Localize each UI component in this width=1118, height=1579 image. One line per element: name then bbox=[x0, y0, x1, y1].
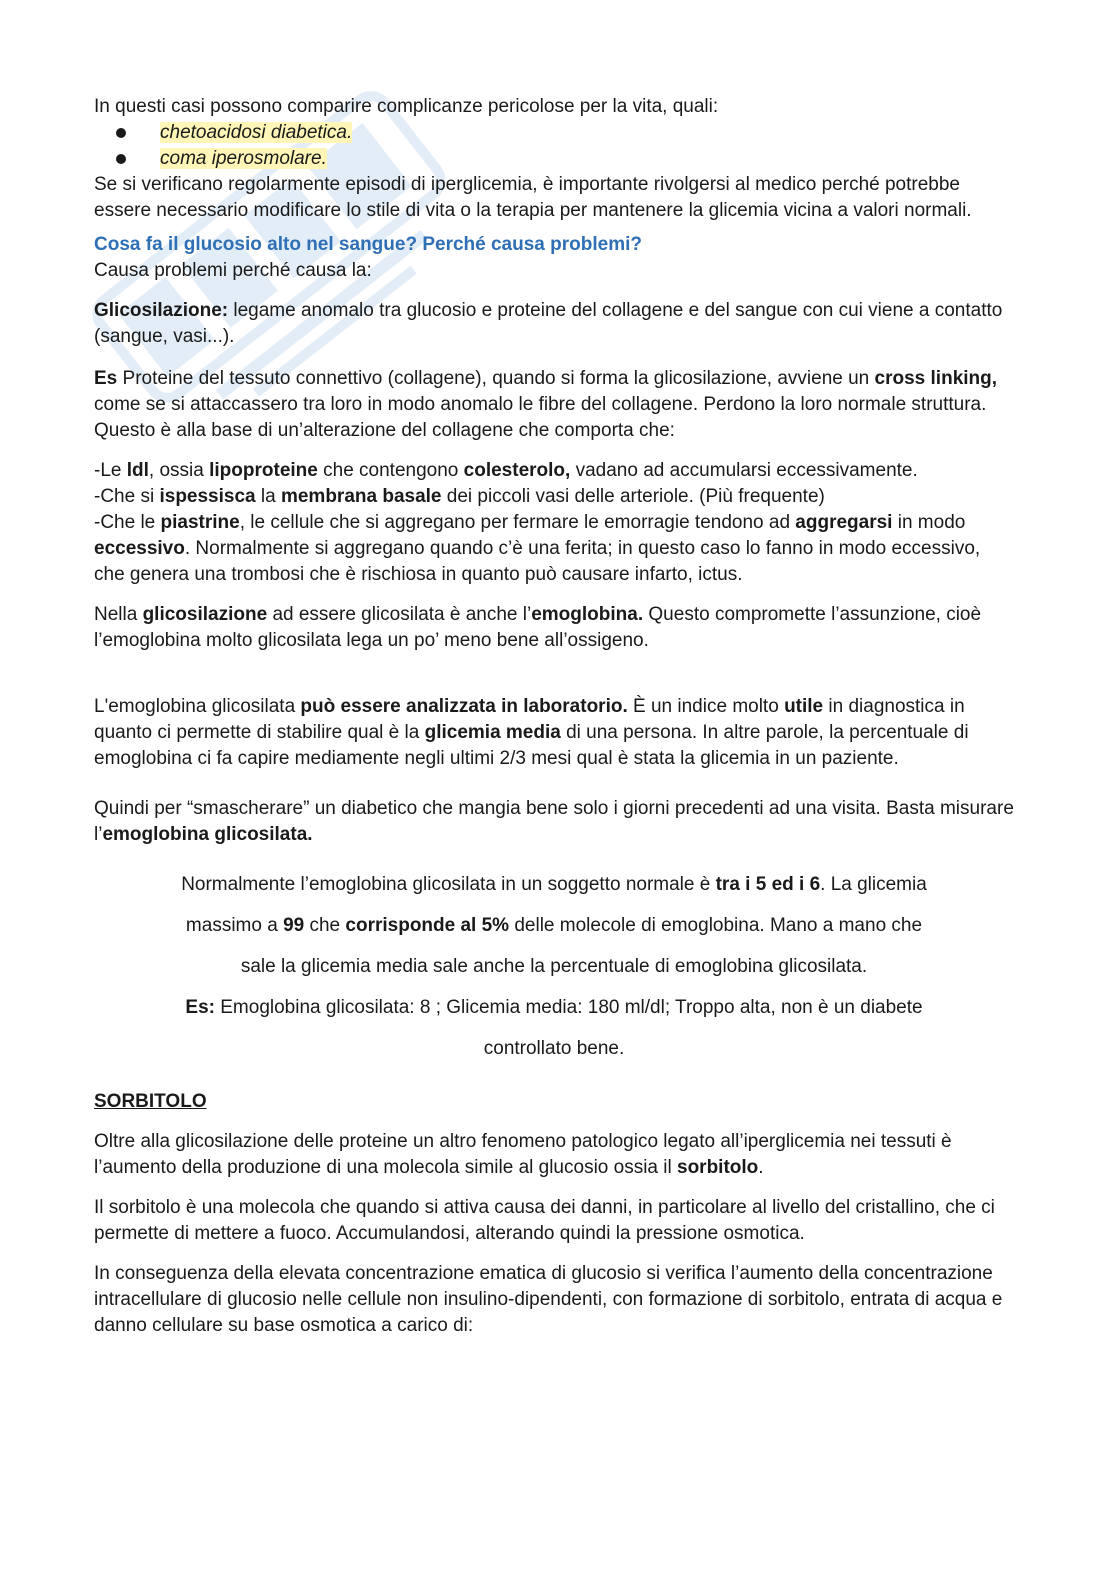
bold-text: corrisponde al 5% bbox=[345, 915, 510, 936]
normal-line-4 bbox=[94, 987, 1014, 1028]
text-run: . La glicemia bbox=[820, 874, 927, 895]
complications-list bbox=[94, 120, 1014, 172]
bold-text: ispessisca bbox=[159, 486, 256, 507]
effect-membrana bbox=[94, 484, 1014, 510]
text-run: -Che le bbox=[94, 512, 161, 533]
normal-values-block bbox=[94, 864, 1014, 1069]
text-run: che contengono bbox=[317, 460, 464, 481]
bold-text: sorbitolo bbox=[677, 1157, 759, 1178]
normal-line-1 bbox=[94, 864, 1014, 905]
text-run: -Che si bbox=[94, 486, 160, 507]
text-run: in diagnostica in quanto ci permette di stabilire qual è la bbox=[94, 696, 965, 743]
text-run: vadano ad accumularsi eccessivamente. bbox=[570, 460, 918, 481]
text-run: È un indice molto bbox=[627, 696, 785, 717]
text-run: dei piccoli vasi delle arteriole. (Più frequente) bbox=[441, 486, 825, 507]
text-run: massimo a bbox=[185, 915, 284, 936]
text-run: che bbox=[304, 915, 346, 936]
bold-text: 99 bbox=[283, 915, 305, 936]
text-run: Quindi per “smascherare” un diabetico che mangia bene solo i giorni precedenti ad una visita. Basta misurare l’ bbox=[94, 798, 1014, 845]
bold-text: utile bbox=[784, 696, 824, 717]
text-run: , le cellule che si aggregano per fermare le emorragie tendono ad bbox=[239, 512, 796, 533]
text-run: Emoglobina glicosilata: 8 ; Glicemia media: 180 ml/dl; Troppo alta, non è un diabete bbox=[214, 997, 923, 1018]
list-item: chetoacidosi diabetica. bbox=[94, 120, 1014, 146]
bold-text: piastrine bbox=[160, 512, 240, 533]
glicosilazione-paragraph: Glicosilazione: legame anomalo tra glucosio e proteine del collagene e del sangue con cui viene a contatto (sangue, vasi...). bbox=[94, 300, 1003, 347]
bold-text: tra i 5 ed i 6 bbox=[715, 874, 821, 895]
bold-text: emoglobina glicosilata. bbox=[102, 824, 313, 845]
bold-text: glicosilazione bbox=[142, 604, 268, 625]
text-run: . bbox=[758, 1157, 764, 1178]
text-run: di una persona. In altre parole, la percentuale di emoglobina ci fa capire mediamente negli ultimi 2/3 mesi qual è stata la glicemia in un paziente. bbox=[94, 722, 969, 769]
bold-text: aggregarsi bbox=[795, 512, 893, 533]
bold-text: Es: bbox=[185, 997, 215, 1018]
intro-line: In questi casi possono comparire complicanze pericolose per la vita, quali: bbox=[94, 96, 719, 117]
example-collagene-paragraph: Es Proteine del tessuto connettivo (collagene), quando si forma la glicosilazione, avviene un cross linking, come se si attaccassero tra loro in modo anomalo le fibre del collagene. Perdono la loro normale struttura. Questo è alla base di un’alterazione del collagene che comporta che: bbox=[94, 368, 998, 441]
effect-piastrine bbox=[94, 510, 1014, 588]
text-run: ad essere glicosilata è anche l’ bbox=[267, 604, 532, 625]
normal-line-5: controllato bene. bbox=[483, 1038, 625, 1059]
text-run: la bbox=[255, 486, 281, 507]
text-run: Normalmente l’emoglobina glicosilata in un soggetto normale è bbox=[181, 874, 716, 895]
bold-text: può essere analizzata in laboratorio. bbox=[300, 696, 628, 717]
text-run: , ossia bbox=[148, 460, 210, 481]
sorbitolo-paragraph-3: In conseguenza della elevata concentrazione ematica di glucosio si verifica l’aumento della concentrazione intracellulare di glucosio nelle cellule non insulino-dipendenti, con formazione di sorbitolo, entrata di acqua e danno cellulare su base osmotica a carico di: bbox=[94, 1263, 1003, 1336]
bold-text: lipoproteine bbox=[209, 460, 318, 481]
bullet-icon bbox=[116, 154, 126, 164]
bold-text: eccessivo bbox=[94, 538, 185, 559]
causa-line: Causa problemi perché causa la: bbox=[94, 260, 372, 281]
bold-text: glicemia media bbox=[424, 722, 561, 743]
text-run: L'emoglobina glicosilata bbox=[94, 696, 301, 717]
bold-text: emoglobina. bbox=[531, 604, 644, 625]
bold-text: ldl bbox=[126, 460, 149, 481]
text-run: Questo compromette l’assunzione, cioè l’emoglobina molto glicosilata lega un po’ meno bene all’ossigeno. bbox=[94, 604, 982, 651]
text-run: . Normalmente si aggregano quando c’è una ferita; in questo caso lo fanno in modo eccessivo, che genera una trombosi che è rischiosa in quanto può causare infarto, ictus. bbox=[94, 538, 981, 585]
text-run: delle molecole di emoglobina. Mano a mano che bbox=[509, 915, 923, 936]
bold-text: membrana basale bbox=[280, 486, 442, 507]
smascherare-paragraph bbox=[94, 796, 1014, 848]
normal-line-2 bbox=[94, 905, 1014, 946]
bullet-icon bbox=[116, 128, 126, 138]
intro-paragraph: Se si verificano regolarmente episodi di iperglicemia, è importante rivolgersi al medico perché potrebbe essere necessario modificare lo stile di vita o la terapia per mantenere la glicemia vicina a valori normali. bbox=[94, 174, 972, 221]
text-run: Oltre alla glicosilazione delle proteine un altro fenomeno patologico legato all’iperglicemia nei tessuti è l’aumento della produzione di una molecola simile al glucosio ossia il bbox=[94, 1131, 952, 1178]
text-run: in modo bbox=[892, 512, 966, 533]
emoglobina-paragraph bbox=[94, 602, 1014, 654]
normal-line-3: sale la glicemia media sale anche la percentuale di emoglobina glicosilata. bbox=[240, 956, 868, 977]
list-item: coma iperosmolare. bbox=[94, 146, 1014, 172]
document-body bbox=[94, 94, 1014, 1339]
text-run: -Le bbox=[94, 460, 127, 481]
effect-ldl bbox=[94, 458, 1014, 484]
laboratorio-paragraph bbox=[94, 694, 1014, 772]
sorbitolo-paragraph-1 bbox=[94, 1129, 1014, 1181]
bold-text: colesterolo, bbox=[463, 460, 571, 481]
sorbitolo-paragraph-2: Il sorbitolo è una molecola che quando si attiva causa dei danni, in particolare al livello del cristallino, che ci permette di mettere a fuoco. Accumulandosi, alterando quindi la pressione osmotica. bbox=[94, 1197, 995, 1244]
sorbitolo-heading: SORBITOLO bbox=[94, 1091, 207, 1112]
section-question: Cosa fa il glucosio alto nel sangue? Perché causa problemi? bbox=[94, 234, 642, 255]
text-run: Nella bbox=[94, 604, 143, 625]
